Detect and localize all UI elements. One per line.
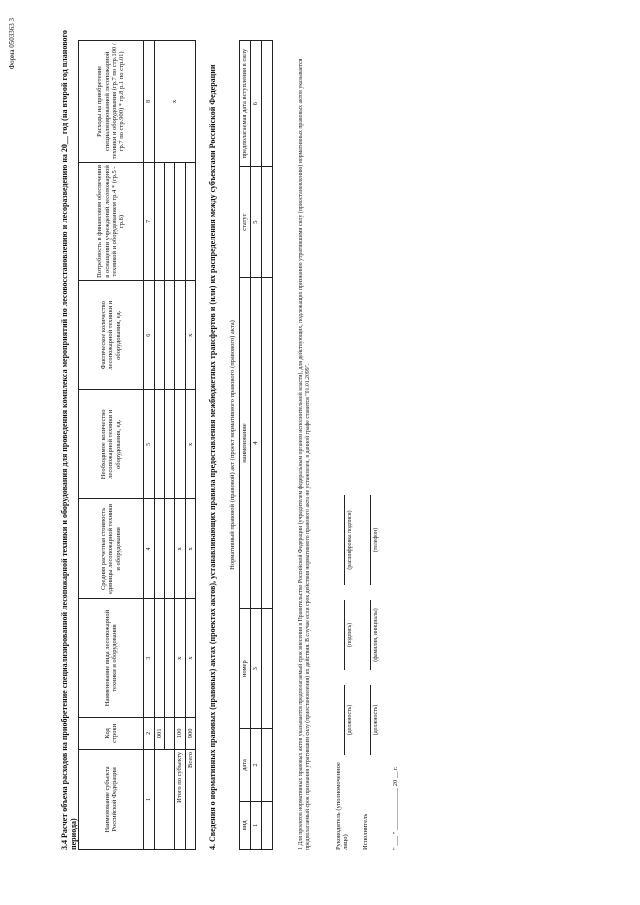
col-number: 5 [144, 390, 155, 499]
table-cell [165, 390, 175, 499]
col-number: 3 [251, 609, 262, 729]
table-cell [262, 278, 273, 609]
form-code: Форма 0503363 3 [8, 18, 16, 70]
header-name: наименование [240, 278, 251, 609]
table-cell [165, 162, 175, 280]
table-cell [262, 167, 273, 278]
x-mark: x [185, 390, 195, 499]
header-number: номер [240, 609, 251, 729]
table-cell [262, 801, 273, 849]
col-number: 4 [251, 278, 262, 609]
x-mark: x [175, 499, 185, 599]
table-cell [262, 609, 273, 729]
col-number: 6 [251, 41, 262, 167]
x-mark: x [175, 599, 185, 717]
table-cell [262, 41, 273, 167]
col-number: 2 [144, 717, 155, 749]
header-expenses: Расходы на приобретение специализированной лесопожарной техники и оборудования (гр.7 по стр.100 / гр.7 по стр.900) * гр.8 р.1 по стр.01) [79, 41, 144, 163]
section4-title: 4. Сведения о нормативных правовых (правовых) актах (проектах актов), устанавливающих правила предоставления межбюджетных трансфертов и (или) их распределения между субъектами Российской Федерации [208, 64, 217, 850]
row-code: 001 [155, 717, 165, 749]
table-cell [165, 717, 175, 749]
cap-signature: (подпись) [347, 622, 353, 648]
table-cell [165, 599, 175, 717]
header-avg-cost: Средняя расчетная стоимость единицы лесопожарной техники и оборудования [79, 499, 144, 599]
table-cell [155, 499, 165, 599]
header-actual-qty: Фактическое количество лесопожарной техники и оборудования, ед. [79, 281, 144, 390]
col-number: 3 [144, 599, 155, 717]
header-type: Наименование вида лесопожарной техники и оборудования [79, 599, 144, 717]
group-header: Нормативный правовой (правовой) акт (проект нормативного правового (правового) акта) [226, 41, 240, 850]
table-cell [175, 390, 185, 499]
header-code: Код строки [79, 717, 144, 749]
header-effective-date: предполагаемая дата вступления в силу [240, 41, 251, 167]
total-label: Всего [185, 749, 195, 849]
total-subject-label: Итого по субъекту [175, 749, 185, 849]
col-number: 5 [251, 167, 262, 278]
expenses-x: x [155, 41, 196, 163]
header-kind: вид [240, 801, 251, 849]
section3-table [78, 40, 196, 850]
table-cell [155, 281, 165, 390]
footnote: 1 Для проектов нормативных правовых актов указывается предполагаемый срок внесения в Правительство Российской Федерации (учредителем федеральным органом исполнительной власти), для действующих, подлежащих признанию утратившими силу (приостановлению) нормативных правовых актов указывается предполагаемый срок признания утратившим силу (приостановления) их действия. В случае если срок действия нормативного правового акта не установлен, в данной графе ставится "01.01.2099". [298, 58, 312, 850]
head-label: Руководитель (уполномоченное лицо) [335, 762, 349, 850]
table-cell [155, 599, 165, 717]
date-line: " ___ " _____________ 20 __ г. [392, 766, 399, 850]
x-mark: x [185, 599, 195, 717]
table-cell [262, 729, 273, 801]
subject-cell [155, 749, 175, 849]
header-need: Потребность в финансовом обеспечении в оснащении учреждений лесопожарной техникой и оборудованием гр.4 * (гр.5 - гр.6) [79, 162, 144, 280]
header-subject: Наименование субъекта Российской Федерации [79, 749, 144, 849]
col-number: 6 [144, 281, 155, 390]
cap-position: (должность) [347, 704, 353, 736]
cap-decoding: (расшифровка подписи) [347, 510, 353, 570]
section4-table [226, 40, 273, 850]
col-number: 7 [144, 162, 155, 280]
header-status: статус [240, 167, 251, 278]
header-date: дата [240, 729, 251, 801]
total-subject-code: 100 [175, 717, 185, 749]
executor-label: Исполнитель [362, 813, 369, 850]
table-cell [155, 390, 165, 499]
cap-fio: (фамилия, инициалы) [373, 608, 379, 662]
header-needed-qty: Необходимое количество лесопожарной техники и оборудования, ед. [79, 390, 144, 499]
col-number: 1 [251, 801, 262, 849]
section3-title: 3.4 Расчет объема расходов на приобретение специализированной лесопожарной техники и оборудования для проведения комплекса мероприятий по лесовосстановлению и лесоразведению на 20__ год (на второй год планового периода) [60, 30, 78, 850]
cap-position: (должность) [373, 704, 379, 736]
total-code: 900 [185, 717, 195, 749]
x-mark: x [185, 281, 195, 390]
col-number: 1 [144, 749, 155, 849]
cap-phone: (телефон) [373, 527, 379, 553]
col-number: 2 [251, 729, 262, 801]
table-cell [185, 162, 195, 280]
col-number: 8 [144, 41, 155, 163]
table-cell [165, 281, 175, 390]
table-cell [155, 162, 165, 280]
x-mark: x [185, 499, 195, 599]
table-cell [175, 162, 185, 280]
table-cell [175, 281, 185, 390]
col-number: 4 [144, 499, 155, 599]
table-cell [165, 499, 175, 599]
